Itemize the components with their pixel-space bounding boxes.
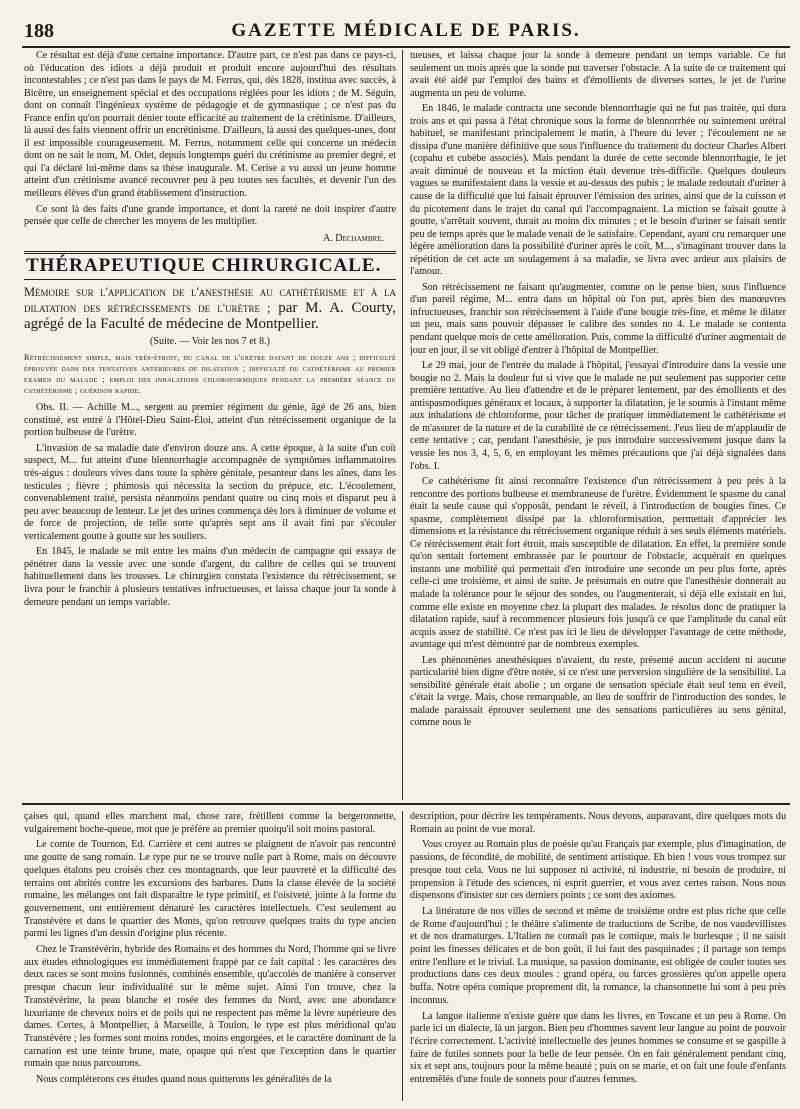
paragraph: Ce cathétérisme fit ainsi reconnaître l'existence d'un rétrécissement à peu près à la rencontre des portions bulbeuse et membraneuse de l'urètre. Évidemment le spasme du canal était la seule cause qui s'opposât, pendant le réveil, à l'introduction de bougies fines. Ce spasme, complètement dissipé par la chloroformisation, permettait d'apprécier les dimensions et la résistance du rétrécissement organique réduit à ses seuls éléments matériels. Ce rétrécissement était fort étroit, mais susceptible de dilatation. En effet, la première sonde qu'on sentait fortement embrassée par le pourtour de l'obstacle, acquérait en quelques instants une mobilité qui permettait d'en introduire une seconde un peu plus forte, après celle-ci une troisième, et ainsi de suite. Je présumais en outre que l'anesthésie donnerait au malade la tolérance pour le séjour des sondes, ou l'augmenterait, si déjà elle existait en lui, comme elle existe en moyenne chez la plupart des malades. Je résolus donc de pratiquer la dilatation rapide, sauf à recommencer plusieurs fois jusqu'à ce que l'amplitude du canal eût acquis assez de stabilité. Ce n'est pas ici le lieu de développer l'avantage de cette méthode, avantage qui m'est démontré par de nombreux exemples. [410,476,786,651]
paragraph: Obs. II. — Achille M..., sergent au premier régiment du génie, âgé de 26 ans, bien constitué, est entré à l'Hôtel-Dieu Saint-Éloi, atteint d'un rétrécissement organique de la portion bulbeuse de l'urètre. [24,402,396,439]
article-signature: A. Dechambre. [322,232,384,244]
paragraph: Son rétrécissement ne faisant qu'augmenter, comme on le pense bien, sous l'influence d'un pareil régime, M... entra dans un hôpital où l'on put, après bien des manœuvres infructueuses, franchir son rétrécissement à l'aide d'une bougie très-fine, et même le dilater un peu, mais sans pouvoir dépasser le calibre des sondes no 4. Le malade se contenta pendant quelque mois de cette amélioration. Puis, comme la difficulté d'uriner augmentait de jour en jour, il se vit obligé d'entrer à l'hôpital de Montpellier. [410,281,786,356]
paragraph: Le 29 mai, jour de l'entrée du malade à l'hôpital, j'essayai d'introduire dans la vessie une bougie no 2. Mais la douleur fut si vive que le malade ne put seulement pas supporter cette première tentative. Au lieu d'attendre et de le préparer lentement, par des émollients et des antispasmodiques généraux et locaux, à supporter la dilatation, je le soumis à l'instant même aux inhalations de chloroforme, pour tâcher de pratiquer immédiatement le cathétérisme et de m'assurer de la nature et de la curabilité de ce rétrécissement. J'eus lieu de m'applaudir de cette tentative ; car, pendant l'anesthésie, je pus introduire successivement jusque dans la vessie les nos 3, 4, 5, 6, en employant les mêmes précautions que j'ai déjà signalées dans l'obs. I. [410,360,786,472]
paragraph: Ce sont là des faits d'une grande importance, et dont la rareté ne doit inspirer d'autre pensée que celle de chercher les moyens de les multiplier. [24,203,396,228]
paragraph: Chez le Transtévérin, hybride des Romains et des hommes du Nord, l'homme qui se livre aux études ethnologiques est immédiatement frappé par ce fait capital : les caractères des deux races se sont moins fusionnés, combinés ensemble, qu'accolés de manière à conserver presque chacun leur individualité sur le même sujet. Ainsi l'on trouve, chez la Transtévérine, la peau blanche et rosée des femmes du Nord, avec une abondance luxuriante de cheveux noirs et de poils qui ne respectent pas même la lèvre supérieure des dames. Certes, à Montpellier, à Marseille, à Toulon, le type est plus méridional qu'au Transtévère ; les formes sont moins rondes, moins engorgées, et le caractère dominant de la carnation est une teinte brune, mate, opaque qui n'est que l'exception dans le quartier romain que nous parcourons. [24,944,396,1070]
paragraph: description, pour décrire les tempéraments. Nous devons, auparavant, dire quelques mots du Romain au point de vue moral. [410,811,786,835]
title-divider [24,279,396,280]
feuilleton-divider [22,803,790,805]
lower-left-column [24,811,396,1090]
masthead [22,16,790,48]
paragraph: çaises qui, quand elles marchent mal, chose rare, frétillent comme la bergeronnette, vulgairement hoche-queue, mot que je préfère au premier quoiqu'il soit moins pastoral. [24,811,396,835]
paragraph: Le comte de Tournon, Ed. Carrière et cent autres se plaignent de n'avoir pas rencontré une goutte de sang romain. Le type pur ne se trouve nulle part à Rome, mais on découvre quelques étalons peu croisés chez ces montagnards, que leur pauvreté et la difficulté des terrains ont abrités contre les excursions des barbares. Dans la classe élevée de la société romaine, les mélanges ont fait disparaître le type primitif, et l'oisiveté, jointe à la forme du gouvernement, ont entièrement dénaturé les caractères intellectuels. C'est seulement au Transtévère et dans le quartier des Monts, qu'on retrouve quelques traits du type ancien parmi les lignes d'un dessin d'origine plus récente. [24,839,396,940]
paragraph: En 1845, le malade se mit entre les mains d'un médecin de campagne qui essaya de pénétrer dans la vessie avec une sonde d'argent, du calibre de celles qui se trouvent habituellement dans les trousses. Le chirurgien constata l'existence du rétrécissement, se livra pour le franchir à plusieurs tentatives infructueuses, et laissa chaque jour la sonde à demeure pendant un temps variable. [24,546,396,608]
page-number: 188 [24,20,54,42]
upper-left-column [24,50,396,612]
paragraph: Nous compléterons ces études quand nous quitterons les généralités de la [36,1074,332,1086]
column-rule [402,811,403,1101]
section-divider [24,251,396,254]
paragraph: Ce résultat est déjà d'une certaine importance. D'autre part, ce n'est pas dans ce pays-ci, où l'éducation des idiots a déjà produit et produit encore aujourd'hui des résultats incontestables ; ce n'est pas dans le pays de M. Ferrus, qui, dès 1828, institua avec succès, à Bicêtre, un enseignement spécial et des occupations réglées pour les idiots ; de M. Séguin, dont on connaît l'ingénieux système de pédagogie et de gymnastique ; ce n'est pas du France enfin qu'on pourrait dénier toute efficacité au traitement de la crétinisme. D'ailleurs, là aussi des faits viennent offrir un encrétinisme. D'ailleurs, là aussi des quelques-unes, dont il est impossible courageusement. M. Ferrus, notamment celle qui concerne un médecin dont on ne sait le nom, M. Odet, depuis longtemps guéri du crétinisme au premier degré, et qui l'a déclaré lui-même dans sa thèse inaugurale. M. Cerise a vu aussi un jeune homme atteint d'un crétinisme avancé recouvrer peu à peu toutes ses facultés, et devenir l'un des meilleurs élèves d'un grand établissement d'instruction. [24,50,396,200]
lower-right-column [410,811,786,1090]
journal-title: GAZETTE MÉDICALE DE PARIS. [231,20,581,41]
newspaper-page [22,16,790,1101]
paragraph: La littérature de nos villes de second et même de troisième ordre est plus riche que celle de Rome d'aujourd'hui ; le théâtre s'alimente de traductions de Scribe, de nos vaudevillistes et de nos dramaturges. L'Italien ne connaît pas le comique, mais le burlesque ; il ne saisit point les finesses délicates et de bon goût, il lui faut des pasquinades ; il partage son temps entre l'enflure et le trivial. La musique, sa passion dominante, est obligée de couler toutes ses productions dans ces deux moules : grand opéra, ou farces grossières qu'on appelle opera buffa. Notre opéra comique proprement dit, la romance, la chansonnette lui sont à peu près inconnus. [410,905,786,1006]
memoir-title-lead: Mémoire sur l'application de l'anesthésie au cathétérisme et à la dilatation des rétrécissements de l'urètre ; [24,284,396,315]
upper-section [22,50,790,800]
paragraph: L'invasion de sa maladie date d'environ douze ans. A cette époque, à la suite d'un coït suspect, M... fut atteint d'une blennorrhagie accompagnée de symptômes inflammatoires très-aigus : douleurs vives dans toute la sphère génitale, pesanteur dans les aînes, dans les testicules ; fièvre ; phimosis qui nécessita la section du prépuce, etc. L'écoulement, convenablement traité, persista néanmoins pendant quatre ou cinq mois et disparut peu à peu avec beaucoup de lenteur. Le jet des urines commença dès lors à diminuer de volume et de force de projection, de telle sorte qu'après sept ans il avait fini par s'écouler verticalement goutte à goutte sur les souliers. [24,442,396,542]
paragraph: En 1846, le malade contracta une seconde blennorrhagie qui ne fut pas traitée, qui dura trois ans et qui passa à l'état chronique sous la forme de blennorrhée ou suintement urétral habituel, se manifestant principalement le matin, à l'heure du lever ; l'écoulement ne se dissipa d'une manière définitive que sous l'influence du traitement du docteur Charles Albert (copahu et cubèbe associés). Mais pendant la durée de cette seconde blennorrhagie, le jet avait diminué de nouveau et la miction était devenue très-difficile. Quelques douleurs vagues se manifestaient dans la vessie et au-dessus des pubis ; le malade redoutait d'uriner à cause de la difficulté que lui faisait éprouver l'émission des urines, ainsi que de la cuisson et du picotement dans le trajet du canal qui l'accompagnaient. La miction se faisait goutte à goutte, s'arrêtait souvent, durait au moins dix minutes ; et le besoin d'uriner se faisait sentir peu de temps après que le malade venait de le satisfaire. Cependant, ayant cru remarquer une légère amélioration dans la possibilité d'uriner après le coït, M..., s'imaginant trouver dans la répétition de cet acte un soulagement à sa maladie, se livra avec ardeur aux plaisirs de l'amour. [410,103,786,278]
memoir-author: par M. A. Courty, agrégé de la Faculté de médecine de Montpellier. [24,299,396,332]
paragraph: tueuses, et laissa chaque jour la sonde à demeure pendant un temps variable. Ce fut seulement un mois après que la sonde put traverser l'obstacle. A la suite de ce traitement qui avait été aidé par l'emploi des bains et d'émollients de diverses sortes, le jet de l'urine augmenta un peu de volume. [410,50,786,99]
paragraph: Vous croyez au Romain plus de poésie qu'au Français par exemple, plus d'imagination, de passions, de fécondité, de mobilité, de sentiment artistique. Eh bien ! vous vous trompez sur presque tout cela. Vous ne lui supposez ni activité, ni industrie, ni besoin de produire, ni propension à l'étude des sciences, ni esprit guerrier, et vous avez certes raison. Nous nous dispensons d'insister sur ces derniers points ; ce sont des axiomes. [410,839,786,902]
paragraph: Les phénomènes anesthésiques n'avaient, du reste, présenté aucun accident ni aucune particularité bien digne d'être notée, si ce n'est une perversion singulière de la sensibilité. La sensibilité générale était abolie ; un organe de sensation spéciale était seul tenu en éveil, c'était la verge. Mais, chose remarquable, au lieu de souffrir de l'introduction des sondes, le malade paraissait éprouver seulement une des sensations particulières au sens génital, comme nous le [410,654,786,729]
continuation-note: (Suite. — Voir les nos 7 et 8.) [150,335,270,347]
case-summary: Rétrécissement simple, mais très-étroit, du canal de l'urètre datant de douze ans ; difficulté éprouvée dans des tentatives antérieures de dilatation ; difficulté du cathétérisme au premier examen du malade ; emploi des inhalations chloroformiques pendant la première séance du cathétérisme ; guérison rapide. [24,353,396,396]
section-title: THÉRAPEUTIQUE CHIRURGICALE. [26,255,382,277]
column-rule [402,50,403,800]
feuilleton-section [22,811,790,1101]
memoir-title [24,284,396,332]
paragraph: La langue italienne n'existe guère que dans les livres, en Toscane et un peu à Rome. On parle ici un dialecte, là un jargon. Bien peu d'hommes savent leur langue au point de pouvoir l'écrire correctement. L'activité intellectuelle des jeunes hommes se consume et se gaspille à faire de futiles sonnets pour la belle de leur pensée. On en fait généralement pendant cinq, six et sept ans, toujours pour la même beauté ; puis on se marie, et on fait une foule d'enfants entremêlés d'une foule de sonnets pour d'autres femmes. [410,1010,786,1086]
upper-right-column [410,50,786,733]
